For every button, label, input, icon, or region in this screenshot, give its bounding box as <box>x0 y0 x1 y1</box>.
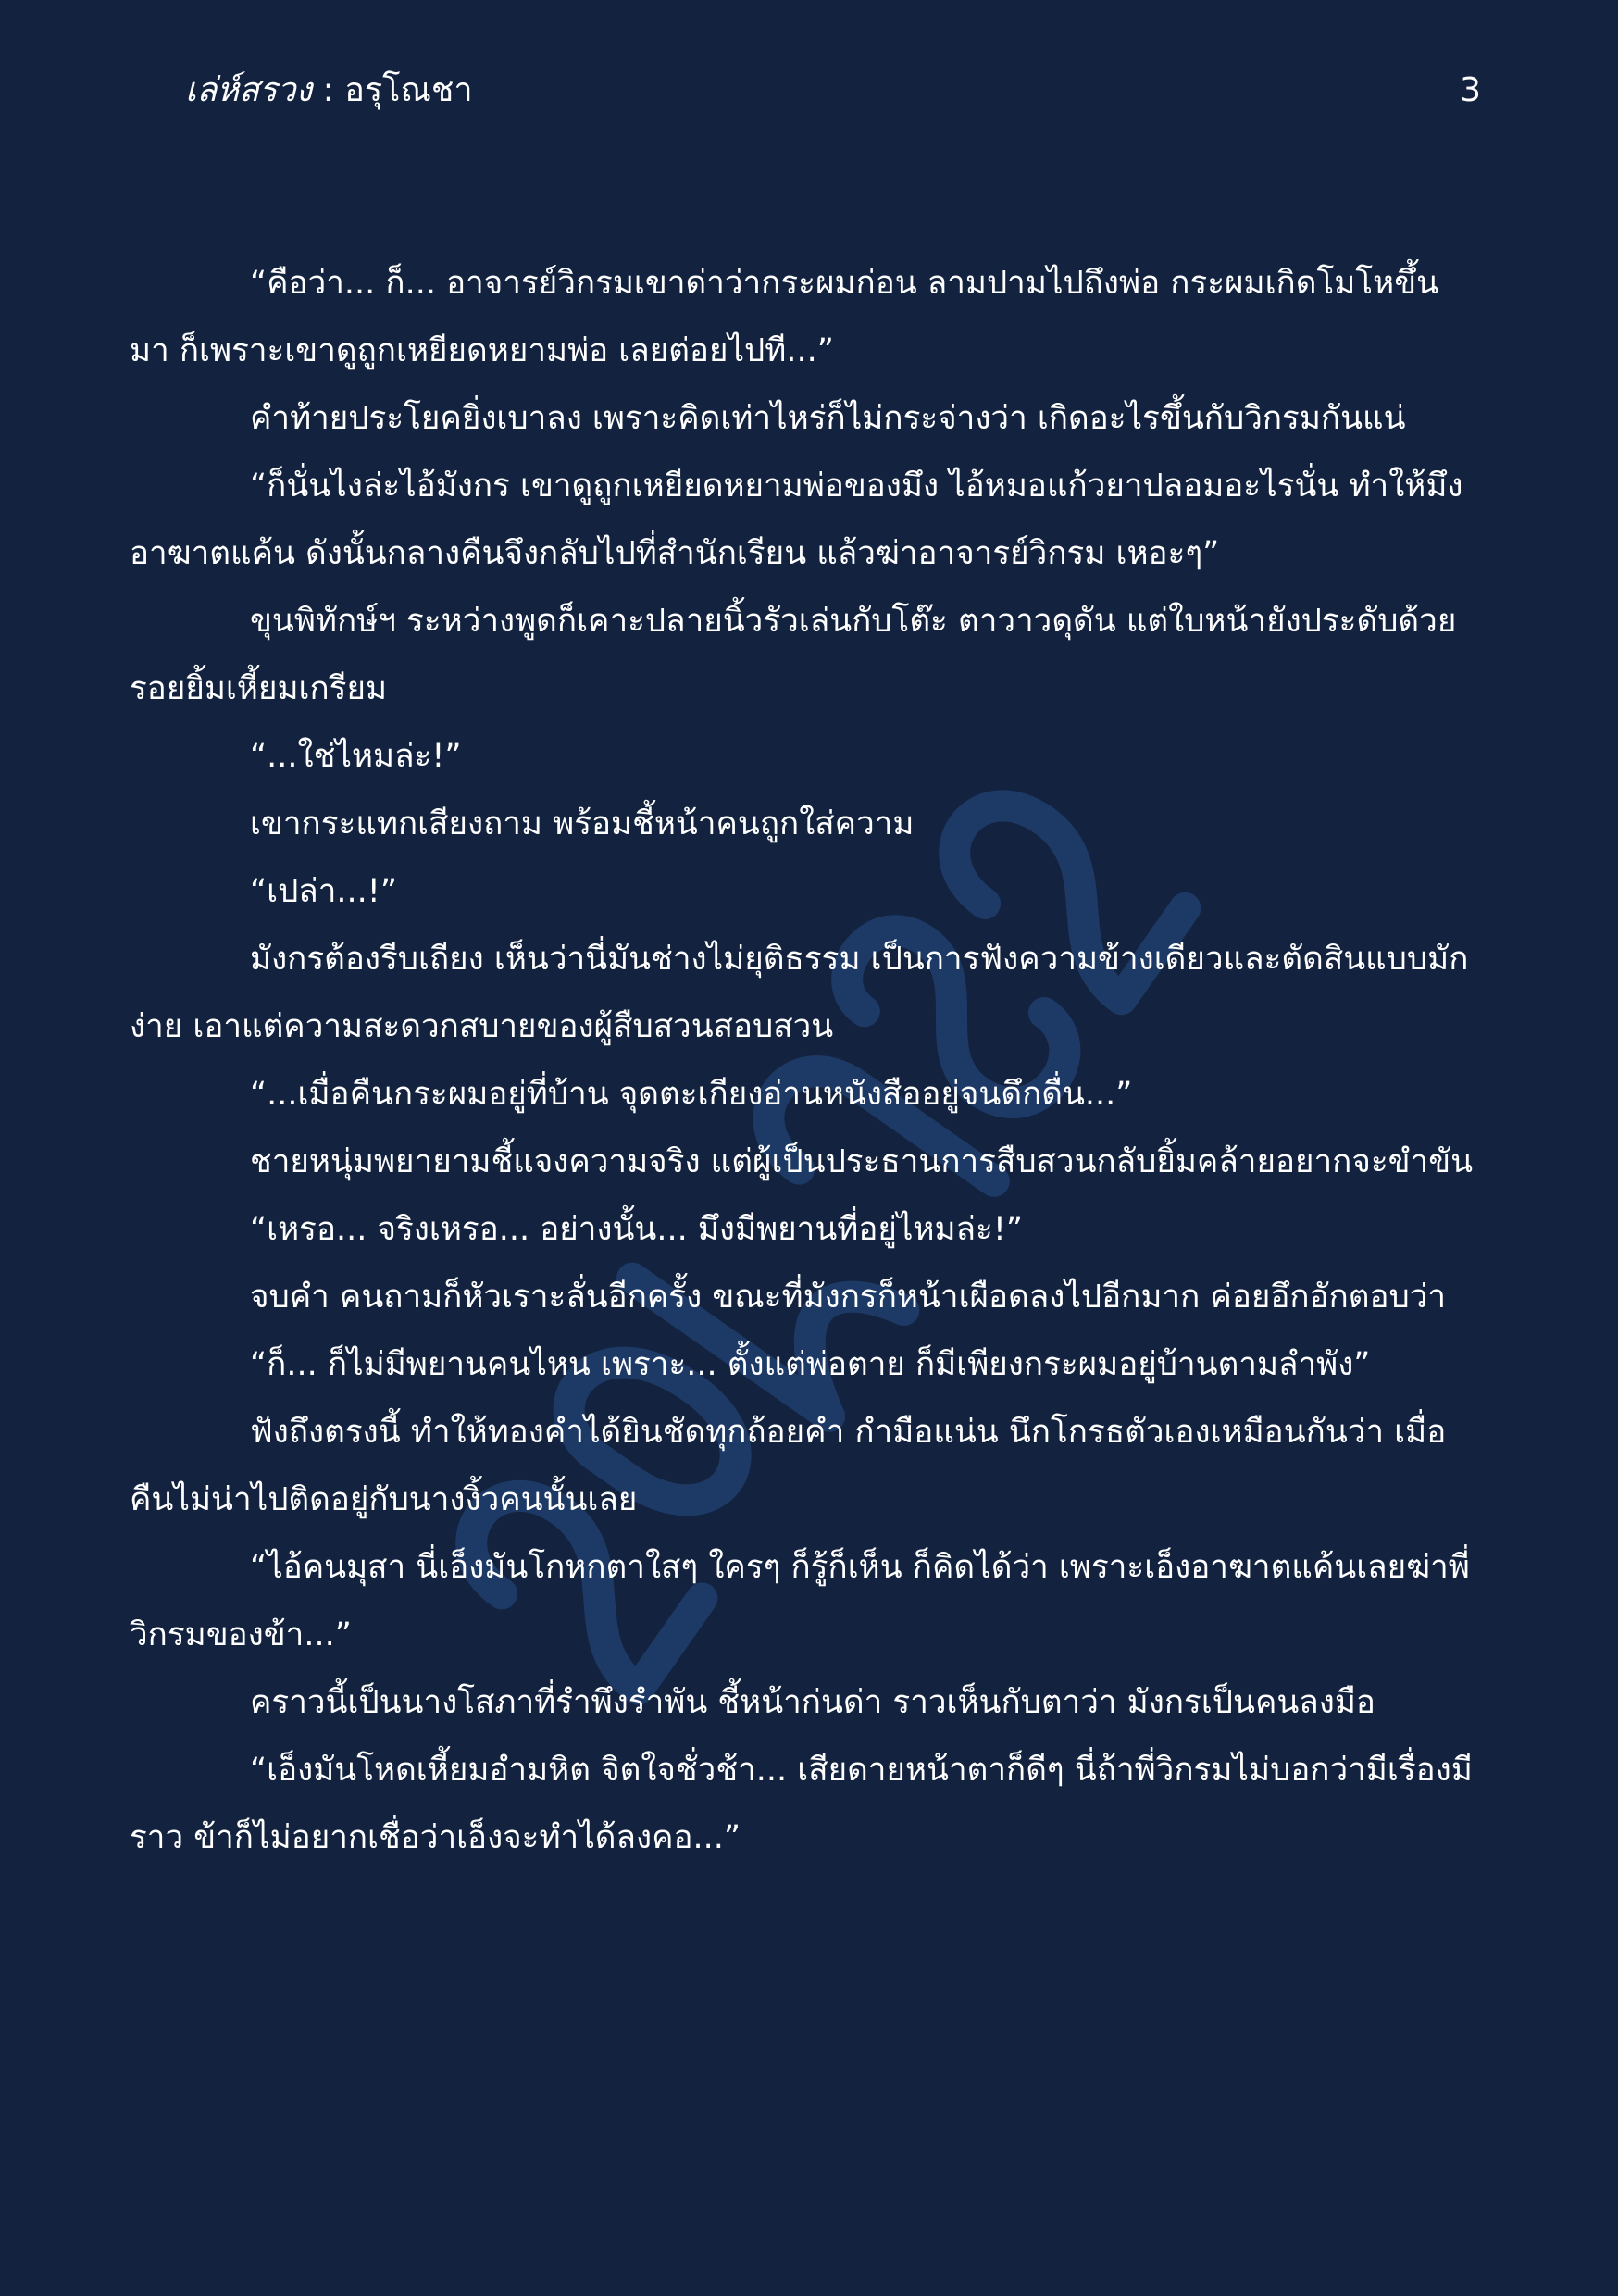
paragraph: ขุนพิทักษ์ฯ ระหว่างพูดก็เคาะปลายนิ้วรัวเล่นกับโต๊ะ ตาวาวดุดัน แต่ใบหน้ายังประดับด้วยรอยยิ้มเหี้ยมเกรียม <box>130 603 1457 707</box>
body-text <box>130 250 1476 1872</box>
paragraph: “ไอ้คนมุสา นี่เอ็งมันโกหกตาใสๆ ใครๆ ก็รู้ก็เห็น ก็คิดได้ว่า เพราะเอ็งอาฆาตแค้นเลยฆ่าพี่วิกรมของข้า...” <box>130 1549 1470 1653</box>
book-title: เล่ห์สรวง <box>185 71 313 109</box>
paragraph: “เอ็งมันโหดเหี้ยมอำมหิต จิตใจชั่วช้า... เสียดายหน้าตาก็ดีๆ นี่ถ้าพี่วิกรมไม่บอกว่ามีเรื่องมีราว ข้าก็ไม่อยากเชื่อว่าเอ็งจะทำได้ลงคอ...” <box>130 1752 1473 1856</box>
paragraph: “คือว่า... ก็... อาจารย์วิกรมเขาด่าว่ากระผมก่อน ลามปามไปถึงพ่อ กระผมเกิดโมโหขึ้นมา ก็เพราะเขาดูถูกเหยียดหยามพ่อ เลยต่อยไปที...” <box>130 265 1439 369</box>
paragraph: ฟังถึงตรงนี้ ทำให้ทองคำได้ยินชัดทุกถ้อยคำ กำมือแน่น นึกโกรธตัวเองเหมือนกันว่า เมื่อคืนไม่น่าไปติดอยู่กับนางงิ้วคนนั้นเลย <box>130 1414 1447 1518</box>
paragraph: “...ใช่ไหมล่ะ!” <box>250 738 462 775</box>
paragraph: “ก็นั่นไงล่ะไอ้มังกร เขาดูถูกเหยียดหยามพ่อของมึง ไอ้หมอแก้วยาปลอมอะไรนั่น ทำให้มึงอาฆาตแค้น ดังนั้นกลางคืนจึงกลับไปที่สำนักเรียน แล้วฆ่าอาจารย์วิกรม เหอะๆ” <box>130 468 1463 572</box>
paragraph: ชายหนุ่มพยายามชี้แจงความจริง แต่ผู้เป็นประธานการสืบสวนกลับยิ้มคล้ายอยากจะขำขัน <box>250 1143 1474 1180</box>
paragraph: เขากระแทกเสียงถาม พร้อมชี้หน้าคนถูกใส่ความ <box>250 805 915 842</box>
paragraph: คำท้ายประโยคยิ่งเบาลง เพราะคิดเท่าไหร่ก็ไม่กระจ่างว่า เกิดอะไรขึ้นกับวิกรมกันแน่ <box>250 400 1406 437</box>
paragraph: “ก็... ก็ไม่มีพยานคนไหน เพราะ... ตั้งแต่พ่อตาย ก็มีเพียงกระผมอยู่บ้านตามลำพัง” <box>250 1346 1371 1383</box>
paragraph: “...เมื่อคืนกระผมอยู่ที่บ้าน จุดตะเกียงอ่านหนังสืออยู่จนดึกดื่น...” <box>250 1076 1133 1113</box>
author-name: อรุโณชา <box>344 71 473 109</box>
paragraph: “เปล่า...!” <box>250 873 397 910</box>
paragraph: “เหรอ... จริงเหรอ... อย่างนั้น... มึงมีพยานที่อยู่ไหมล่ะ!” <box>250 1211 1024 1248</box>
paragraph: คราวนี้เป็นนางโสภาที่รำพึงรำพัน ชี้หน้าก่นด่า ราวเห็นกับตาว่า มังกรเป็นคนลงมือ <box>250 1684 1375 1721</box>
page-header <box>185 63 1481 119</box>
title-separator: : <box>312 71 345 109</box>
page-number: 3 <box>1460 71 1481 109</box>
paragraph: จบคำ คนถามก็หัวเราะลั่นอีกครั้ง ขณะที่มังกรก็หน้าเผือดลงไปอีกมาก ค่อยอึกอักตอบว่า <box>250 1279 1447 1316</box>
paragraph: มังกรต้องรีบเถียง เห็นว่านี่มันช่างไม่ยุติธรรม เป็นการฟังความข้างเดียวและตัดสินแบบมักง่าย เอาแต่ความสะดวกสบายของผู้สืบสวนสอบสวน <box>130 941 1469 1045</box>
